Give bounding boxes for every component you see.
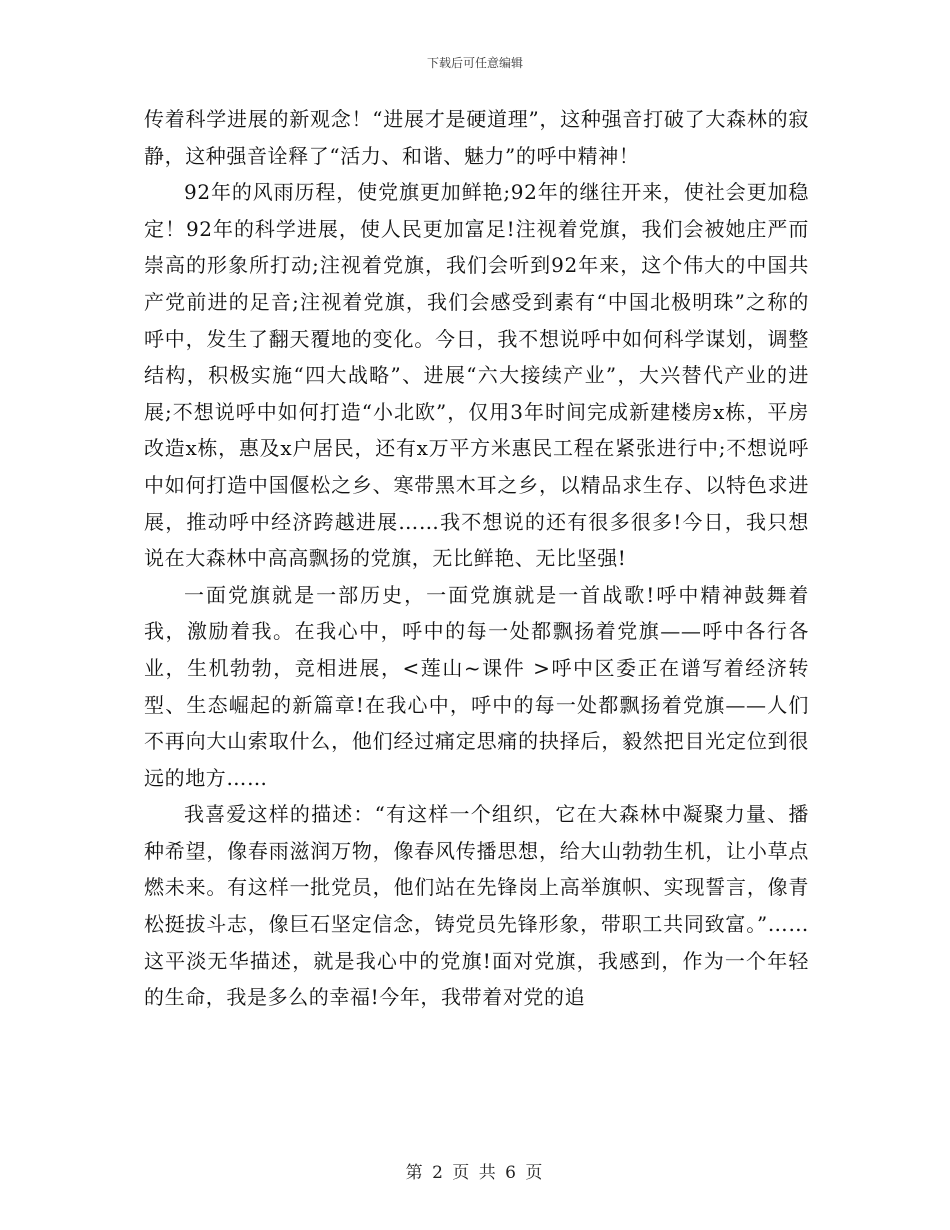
- paragraph-1: 传着科学进展的新观念！“进展才是硬道理”，这种强音打破了大森林的寂静，这种强音诠释了“活力、和谐、魅力”的呼中精神！: [144, 107, 809, 168]
- page-number: 第 2 页 共 6 页: [405, 1163, 545, 1183]
- page-header: 下载后可任意编辑: [426, 56, 523, 70]
- document-body: [144, 101, 809, 1016]
- paragraph-3: 一面党旗就是一部历史，一面党旗就是一首战歌!呼中精神鼓舞着我，激励着我。在我心中，呼中的每一处都飘扬着党旗——呼中各行各业，生机勃勃，竞相进展，<莲山~课件 >呼中区委正在谱写着经济转型、生态崛起的新篇章!在我心中，呼中的每一处都飘扬着党旗——人们不再向大山索取什么，他们经过痛定思痛的抉择后，毅然把目光定位到很远的地方……: [144, 582, 809, 790]
- paragraph-4: 我喜爱这样的描述：“有这样一个组织，它在大森林中凝聚力量、播种希望，像春雨滋润万物，像春风传播思想，给大山勃勃生机，让小草点燃未来。有这样一批党员，他们站在先锋岗上高举旗帜、实现誓言，像青松挺拔斗志，像巨石坚定信念，铸党员先锋形象，带职工共同致富。”……这平淡无华描述，就是我心中的党旗!面对党旗，我感到，作为一个年轻的生命，我是多么的幸福!今年，我带着对党的追: [144, 802, 809, 1010]
- paragraph-2: 92年的风雨历程，使党旗更加鲜艳;92年的继往开来，使社会更加稳定！92年的科学进展，使人民更加富足!注视着党旗，我们会被她庄严而崇高的形象所打动;注视着党旗，我们会听到92年来，这个伟大的中国共产党前进的足音;注视着党旗，我们会感受到素有“中国北极明珠”之称的呼中，发生了翻天覆地的变化。今日，我不想说呼中如何科学谋划，调整结构，积极实施“四大战略”、进展“六大接续产业”，大兴替代产业的进展;不想说呼中如何打造“小北欧”，仅用3年时间完成新建楼房x栋，平房改造x栋，惠及x户居民，还有x万平方米惠民工程在紧张进行中;不想说呼中如何打造中国偃松之乡、寒带黑木耳之乡，以精品求生存、以特色求进展，推动呼中经济跨越进展……我不想说的还有很多很多!今日，我只想说在大森林中高高飘扬的党旗，无比鲜艳、无比坚强!: [144, 180, 809, 571]
